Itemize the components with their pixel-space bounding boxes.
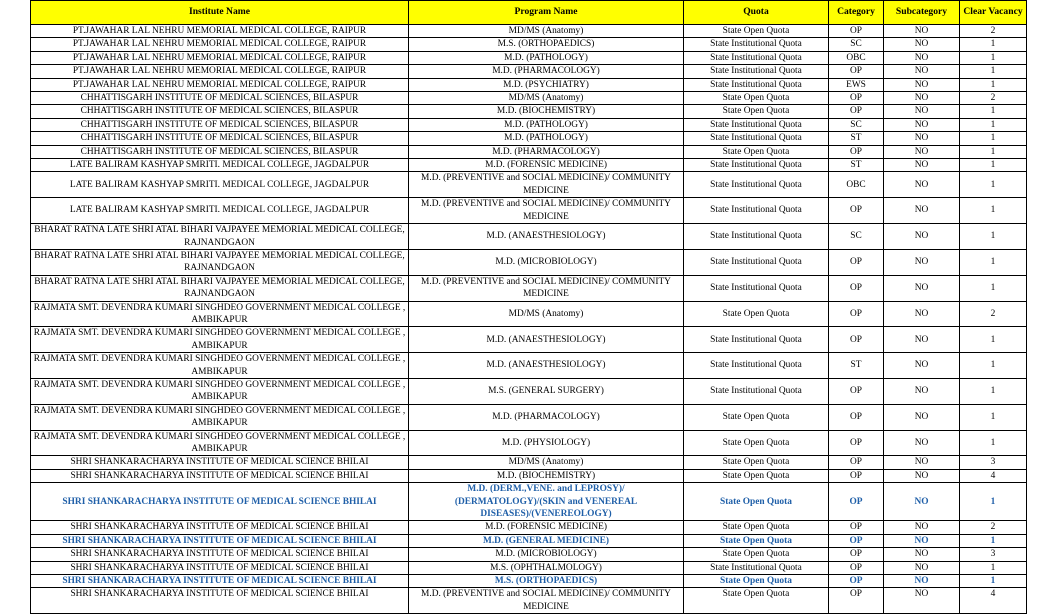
- cell-quota: State Open Quota: [684, 469, 829, 482]
- cell-clear-vacancy: 1: [960, 249, 1027, 275]
- cell-program: M.S. (ORTHOPAEDICS): [409, 575, 684, 588]
- cell-subcategory: NO: [884, 575, 960, 588]
- cell-quota: State Institutional Quota: [684, 118, 829, 131]
- cell-category: OP: [829, 25, 884, 38]
- cell-clear-vacancy: 2: [960, 92, 1027, 105]
- cell-clear-vacancy: 2: [960, 25, 1027, 38]
- cell-subcategory: NO: [884, 456, 960, 469]
- cell-subcategory: NO: [884, 353, 960, 379]
- table-row: [31, 275, 1027, 301]
- cell-program: M.D. (PATHOLOGY): [409, 132, 684, 145]
- cell-category: OP: [829, 65, 884, 78]
- cell-clear-vacancy: 2: [960, 301, 1027, 327]
- table-row: [31, 430, 1027, 456]
- cell-quota: State Institutional Quota: [684, 561, 829, 574]
- cell-quota: State Open Quota: [684, 92, 829, 105]
- cell-subcategory: NO: [884, 521, 960, 534]
- cell-institute: CHHATTISGARH INSTITUTE OF MEDICAL SCIENCES, BILASPUR: [31, 92, 409, 105]
- cell-clear-vacancy: 4: [960, 469, 1027, 482]
- cell-institute: LATE BALIRAM KASHYAP SMRITI. MEDICAL COLLEGE, JAGDALPUR: [31, 198, 409, 224]
- cell-institute: BHARAT RATNA LATE SHRI ATAL BIHARI VAJPAYEE MEMORIAL MEDICAL COLLEGE, RAJNANDGAON: [31, 275, 409, 301]
- cell-category: SC: [829, 118, 884, 131]
- cell-institute: SHRI SHANKARACHARYA INSTITUTE OF MEDICAL SCIENCE BHILAI: [31, 588, 409, 614]
- cell-quota: State Open Quota: [684, 575, 829, 588]
- cell-institute: SHRI SHANKARACHARYA INSTITUTE OF MEDICAL SCIENCE BHILAI: [31, 456, 409, 469]
- cell-subcategory: NO: [884, 65, 960, 78]
- cell-subcategory: NO: [884, 25, 960, 38]
- cell-quota: State Institutional Quota: [684, 275, 829, 301]
- cell-subcategory: NO: [884, 548, 960, 561]
- cell-program: M.D. (PHYSIOLOGY): [409, 430, 684, 456]
- cell-institute: CHHATTISGARH INSTITUTE OF MEDICAL SCIENCES, BILASPUR: [31, 118, 409, 131]
- cell-clear-vacancy: 1: [960, 327, 1027, 353]
- table-row: [31, 172, 1027, 198]
- cell-category: OP: [829, 469, 884, 482]
- cell-program: M.D. (BIOCHEMISTRY): [409, 105, 684, 118]
- cell-institute: RAJMATA SMT. DEVENDRA KUMARI SINGHDEO GOVERNMENT MEDICAL COLLEGE , AMBIKAPUR: [31, 353, 409, 379]
- cell-clear-vacancy: 1: [960, 353, 1027, 379]
- table-row: [31, 132, 1027, 145]
- cell-quota: State Institutional Quota: [684, 198, 829, 224]
- table-row: [31, 92, 1027, 105]
- cell-institute: BHARAT RATNA LATE SHRI ATAL BIHARI VAJPAYEE MEMORIAL MEDICAL COLLEGE, RAJNANDGAON: [31, 249, 409, 275]
- table-row: [31, 588, 1027, 614]
- cell-program: M.D. (PSYCHIATRY): [409, 78, 684, 91]
- cell-institute: PT.JAWAHAR LAL NEHRU MEMORIAL MEDICAL COLLEGE, RAIPUR: [31, 25, 409, 38]
- cell-category: OP: [829, 534, 884, 547]
- cell-category: OBC: [829, 51, 884, 64]
- cell-program: MD/MS (Anatomy): [409, 25, 684, 38]
- cell-subcategory: NO: [884, 51, 960, 64]
- cell-category: OP: [829, 301, 884, 327]
- cell-category: EWS: [829, 78, 884, 91]
- cell-quota: State Open Quota: [684, 588, 829, 614]
- col-header-clear-vacancy: Clear Vacancy: [960, 1, 1027, 25]
- cell-category: OBC: [829, 172, 884, 198]
- cell-clear-vacancy: 1: [960, 145, 1027, 158]
- table-row: [31, 301, 1027, 327]
- cell-quota: State Institutional Quota: [684, 327, 829, 353]
- cell-clear-vacancy: 1: [960, 575, 1027, 588]
- cell-clear-vacancy: 1: [960, 430, 1027, 456]
- cell-quota: State Institutional Quota: [684, 224, 829, 250]
- cell-clear-vacancy: 1: [960, 159, 1027, 172]
- table-row: [31, 469, 1027, 482]
- cell-program: M.D. (PHARMACOLOGY): [409, 65, 684, 78]
- cell-subcategory: NO: [884, 301, 960, 327]
- cell-institute: BHARAT RATNA LATE SHRI ATAL BIHARI VAJPAYEE MEMORIAL MEDICAL COLLEGE, RAJNANDGAON: [31, 224, 409, 250]
- table-row: [31, 548, 1027, 561]
- cell-program: M.S. (OPHTHALMOLOGY): [409, 561, 684, 574]
- cell-clear-vacancy: 1: [960, 65, 1027, 78]
- cell-quota: State Open Quota: [684, 483, 829, 521]
- table-row: [31, 327, 1027, 353]
- cell-program: M.D. (ANAESTHESIOLOGY): [409, 224, 684, 250]
- cell-clear-vacancy: 1: [960, 198, 1027, 224]
- table-row: [31, 456, 1027, 469]
- cell-program: MD/MS (Anatomy): [409, 92, 684, 105]
- cell-category: OP: [829, 145, 884, 158]
- cell-institute: RAJMATA SMT. DEVENDRA KUMARI SINGHDEO GOVERNMENT MEDICAL COLLEGE , AMBIKAPUR: [31, 301, 409, 327]
- cell-institute: SHRI SHANKARACHARYA INSTITUTE OF MEDICAL SCIENCE BHILAI: [31, 521, 409, 534]
- cell-institute: SHRI SHANKARACHARYA INSTITUTE OF MEDICAL SCIENCE BHILAI: [31, 469, 409, 482]
- cell-clear-vacancy: 1: [960, 78, 1027, 91]
- cell-program: M.S. (GENERAL SURGERY): [409, 378, 684, 404]
- cell-clear-vacancy: 1: [960, 132, 1027, 145]
- cell-institute: RAJMATA SMT. DEVENDRA KUMARI SINGHDEO GOVERNMENT MEDICAL COLLEGE , AMBIKAPUR: [31, 404, 409, 430]
- cell-clear-vacancy: 1: [960, 224, 1027, 250]
- cell-subcategory: NO: [884, 275, 960, 301]
- cell-quota: State Open Quota: [684, 548, 829, 561]
- cell-category: OP: [829, 327, 884, 353]
- cell-quota: State Institutional Quota: [684, 353, 829, 379]
- table-row: [31, 78, 1027, 91]
- cell-program: [409, 588, 684, 614]
- cell-program: M.D. (PHARMACOLOGY): [409, 404, 684, 430]
- table-row: [31, 534, 1027, 547]
- cell-category: OP: [829, 588, 884, 614]
- cell-subcategory: NO: [884, 198, 960, 224]
- cell-subcategory: NO: [884, 118, 960, 131]
- cell-subcategory: NO: [884, 224, 960, 250]
- cell-clear-vacancy: 1: [960, 404, 1027, 430]
- cell-category: OP: [829, 249, 884, 275]
- table-row: [31, 25, 1027, 38]
- cell-clear-vacancy: 1: [960, 105, 1027, 118]
- table-row: [31, 561, 1027, 574]
- cell-institute: SHRI SHANKARACHARYA INSTITUTE OF MEDICAL SCIENCE BHILAI: [31, 483, 409, 521]
- cell-category: ST: [829, 353, 884, 379]
- cell-program: M.D. (PHARMACOLOGY): [409, 145, 684, 158]
- cell-clear-vacancy: 1: [960, 51, 1027, 64]
- table-row: [31, 404, 1027, 430]
- cell-quota: State Institutional Quota: [684, 249, 829, 275]
- cell-subcategory: NO: [884, 327, 960, 353]
- table-row: [31, 198, 1027, 224]
- cell-program: M.D. (GENERAL MEDICINE): [409, 534, 684, 547]
- cell-program: M.D. (PREVENTIVE and SOCIAL MEDICINE)/ COMMUNITY MEDICINE: [409, 172, 684, 198]
- table-row: [31, 575, 1027, 588]
- table-row: [31, 378, 1027, 404]
- cell-quota: State Open Quota: [684, 430, 829, 456]
- cell-quota: State Open Quota: [684, 105, 829, 118]
- cell-subcategory: NO: [884, 534, 960, 547]
- cell-category: OP: [829, 92, 884, 105]
- table-body: [31, 25, 1027, 614]
- cell-quota: State Open Quota: [684, 534, 829, 547]
- cell-category: ST: [829, 132, 884, 145]
- cell-program: M.D. (PATHOLOGY): [409, 118, 684, 131]
- cell-program: M.D. (FORENSIC MEDICINE): [409, 159, 684, 172]
- cell-program: M.D. (PREVENTIVE and SOCIAL MEDICINE)/ COMMUNITY MEDICINE: [409, 198, 684, 224]
- cell-institute: SHRI SHANKARACHARYA INSTITUTE OF MEDICAL SCIENCE BHILAI: [31, 561, 409, 574]
- cell-quota: State Institutional Quota: [684, 159, 829, 172]
- cell-institute: LATE BALIRAM KASHYAP SMRITI. MEDICAL COLLEGE, JAGDALPUR: [31, 159, 409, 172]
- cell-institute: SHRI SHANKARACHARYA INSTITUTE OF MEDICAL SCIENCE BHILAI: [31, 575, 409, 588]
- cell-category: OP: [829, 521, 884, 534]
- cell-program: M.D. (MICROBIOLOGY): [409, 548, 684, 561]
- table-row: [31, 51, 1027, 64]
- cell-category: OP: [829, 378, 884, 404]
- cell-institute: CHHATTISGARH INSTITUTE OF MEDICAL SCIENCES, BILASPUR: [31, 145, 409, 158]
- cell-subcategory: NO: [884, 469, 960, 482]
- cell-institute: PT.JAWAHAR LAL NEHRU MEMORIAL MEDICAL COLLEGE, RAIPUR: [31, 78, 409, 91]
- cell-subcategory: NO: [884, 172, 960, 198]
- vacancy-table: [30, 0, 1027, 614]
- cell-subcategory: NO: [884, 132, 960, 145]
- col-header-quota: Quota: [684, 1, 829, 25]
- cell-subcategory: NO: [884, 249, 960, 275]
- cell-quota: State Institutional Quota: [684, 172, 829, 198]
- cell-program: M.D. (PATHOLOGY): [409, 51, 684, 64]
- cell-quota: State Open Quota: [684, 456, 829, 469]
- cell-category: SC: [829, 38, 884, 51]
- cell-program: M.D. (ANAESTHESIOLOGY): [409, 327, 684, 353]
- table-row: [31, 521, 1027, 534]
- cell-subcategory: NO: [884, 378, 960, 404]
- cell-clear-vacancy: 1: [960, 483, 1027, 521]
- cell-category: OP: [829, 198, 884, 224]
- col-header-program: Program Name: [409, 1, 684, 25]
- cell-quota: State Open Quota: [684, 521, 829, 534]
- cell-institute: LATE BALIRAM KASHYAP SMRITI. MEDICAL COLLEGE, JAGDALPUR: [31, 172, 409, 198]
- cell-quota: State Open Quota: [684, 301, 829, 327]
- cell-subcategory: NO: [884, 561, 960, 574]
- table-row: [31, 118, 1027, 131]
- cell-category: OP: [829, 404, 884, 430]
- cell-program: M.S. (ORTHOPAEDICS): [409, 38, 684, 51]
- cell-subcategory: NO: [884, 430, 960, 456]
- cell-quota: State Open Quota: [684, 25, 829, 38]
- cell-institute: RAJMATA SMT. DEVENDRA KUMARI SINGHDEO GOVERNMENT MEDICAL COLLEGE , AMBIKAPUR: [31, 378, 409, 404]
- col-header-institute: Institute Name: [31, 1, 409, 25]
- cell-clear-vacancy: 3: [960, 456, 1027, 469]
- cell-clear-vacancy: 1: [960, 38, 1027, 51]
- cell-category: SC: [829, 224, 884, 250]
- cell-category: OP: [829, 430, 884, 456]
- table-row: [31, 353, 1027, 379]
- cell-category: OP: [829, 561, 884, 574]
- cell-quota: State Institutional Quota: [684, 65, 829, 78]
- cell-clear-vacancy: 1: [960, 172, 1027, 198]
- col-header-subcategory: Subcategory: [884, 1, 960, 25]
- cell-clear-vacancy: 2: [960, 521, 1027, 534]
- cell-category: OP: [829, 548, 884, 561]
- cell-program: M.D. (MICROBIOLOGY): [409, 249, 684, 275]
- cell-subcategory: NO: [884, 483, 960, 521]
- cell-institute: CHHATTISGARH INSTITUTE OF MEDICAL SCIENCES, BILASPUR: [31, 132, 409, 145]
- cell-category: OP: [829, 275, 884, 301]
- table-row: [31, 483, 1027, 521]
- table-row: [31, 65, 1027, 78]
- cell-quota: State Institutional Quota: [684, 78, 829, 91]
- cell-institute: RAJMATA SMT. DEVENDRA KUMARI SINGHDEO GOVERNMENT MEDICAL COLLEGE , AMBIKAPUR: [31, 430, 409, 456]
- cell-category: OP: [829, 456, 884, 469]
- cell-clear-vacancy: 1: [960, 378, 1027, 404]
- table-header-row: [31, 1, 1027, 25]
- cell-program: MD/MS (Anatomy): [409, 301, 684, 327]
- cell-subcategory: NO: [884, 38, 960, 51]
- cell-program: MD/MS (Anatomy): [409, 456, 684, 469]
- cell-quota: State Institutional Quota: [684, 132, 829, 145]
- cell-institute: SHRI SHANKARACHARYA INSTITUTE OF MEDICAL SCIENCE BHILAI: [31, 548, 409, 561]
- cell-quota: State Open Quota: [684, 404, 829, 430]
- cell-clear-vacancy: 1: [960, 561, 1027, 574]
- table-row: [31, 145, 1027, 158]
- cell-program: M.D. (PREVENTIVE and SOCIAL MEDICINE)/ COMMUNITY MEDICINE: [409, 275, 684, 301]
- cell-institute: PT.JAWAHAR LAL NEHRU MEMORIAL MEDICAL COLLEGE, RAIPUR: [31, 65, 409, 78]
- cell-clear-vacancy: 1: [960, 275, 1027, 301]
- cell-institute: PT.JAWAHAR LAL NEHRU MEMORIAL MEDICAL COLLEGE, RAIPUR: [31, 51, 409, 64]
- table-row: [31, 105, 1027, 118]
- cell-program-text: M.D. (PREVENTIVE and SOCIAL MEDICINE)/ COMMUNITY MEDICINE: [421, 589, 671, 612]
- table-row: [31, 224, 1027, 250]
- cell-clear-vacancy: 4: [960, 588, 1027, 614]
- table-row: [31, 38, 1027, 51]
- cell-clear-vacancy: 1: [960, 534, 1027, 547]
- cell-clear-vacancy: 3: [960, 548, 1027, 561]
- cell-institute: SHRI SHANKARACHARYA INSTITUTE OF MEDICAL SCIENCE BHILAI: [31, 534, 409, 547]
- cell-program: M.D. (BIOCHEMISTRY): [409, 469, 684, 482]
- cell-quota: State Institutional Quota: [684, 38, 829, 51]
- cell-category: ST: [829, 159, 884, 172]
- cell-quota: State Institutional Quota: [684, 378, 829, 404]
- cell-quota: State Institutional Quota: [684, 51, 829, 64]
- cell-subcategory: NO: [884, 105, 960, 118]
- cell-category: OP: [829, 575, 884, 588]
- col-header-category: Category: [829, 1, 884, 25]
- cell-category: OP: [829, 483, 884, 521]
- cell-clear-vacancy: 1: [960, 118, 1027, 131]
- cell-institute: CHHATTISGARH INSTITUTE OF MEDICAL SCIENCES, BILASPUR: [31, 105, 409, 118]
- cell-subcategory: NO: [884, 92, 960, 105]
- cell-institute: PT.JAWAHAR LAL NEHRU MEMORIAL MEDICAL COLLEGE, RAIPUR: [31, 38, 409, 51]
- cell-subcategory: NO: [884, 404, 960, 430]
- cell-institute: RAJMATA SMT. DEVENDRA KUMARI SINGHDEO GOVERNMENT MEDICAL COLLEGE , AMBIKAPUR: [31, 327, 409, 353]
- cell-subcategory: NO: [884, 78, 960, 91]
- cell-program: M.D. (FORENSIC MEDICINE): [409, 521, 684, 534]
- table-row: [31, 159, 1027, 172]
- cell-subcategory: NO: [884, 588, 960, 614]
- cell-subcategory: NO: [884, 145, 960, 158]
- cell-category: OP: [829, 105, 884, 118]
- cell-program: M.D. (DERM.,VENE. and LEPROSY)/ (DERMATOLOGY)/(SKIN and VENEREAL DISEASES)/(VENEREOLOGY): [409, 483, 684, 521]
- cell-program: M.D. (ANAESTHESIOLOGY): [409, 353, 684, 379]
- cell-quota: State Open Quota: [684, 145, 829, 158]
- table-row: [31, 249, 1027, 275]
- cell-subcategory: NO: [884, 159, 960, 172]
